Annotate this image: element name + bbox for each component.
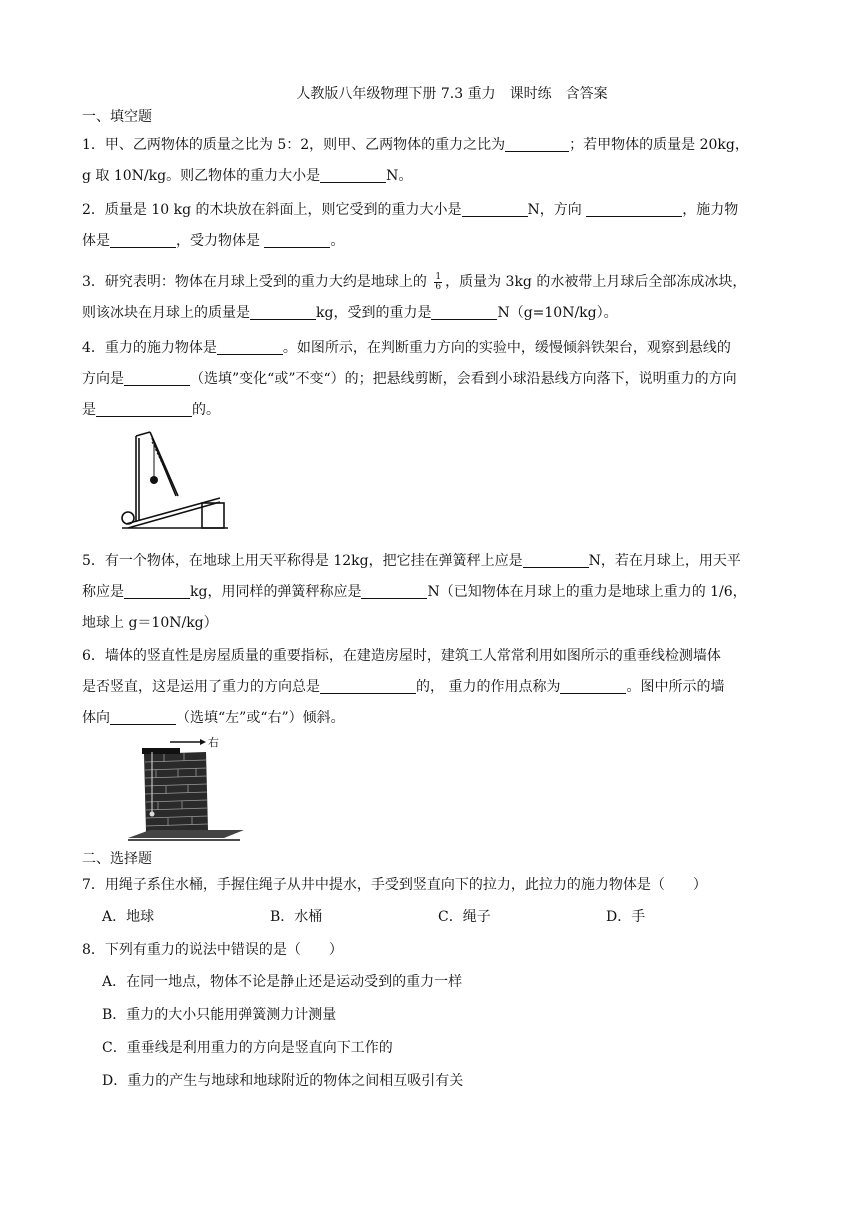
q5-text: 5．有一个物体，在地球上用天平称得是 12kg，把它挂在弹簧秤上应是 (82, 553, 523, 569)
q7-options (82, 901, 782, 933)
answer-blank[interactable] (124, 582, 190, 599)
answer-blank[interactable] (462, 200, 528, 217)
q3-text: N（g=10N/kg）。 (497, 305, 618, 321)
q2-text: 。 (330, 233, 345, 249)
answer-blank[interactable] (110, 708, 176, 725)
q1-text: N。 (386, 168, 413, 184)
question-1 (82, 130, 782, 192)
q6-text: 的， 重力的作用点称为 (416, 679, 561, 695)
q3-text: ，质量为 3kg 的水被带上月球后全部冻成冰块， (445, 274, 747, 290)
section-choice-heading: 二、选择题 (82, 851, 152, 867)
q1-text: 1．甲、乙两物体的质量之比为 5：2，则甲、乙两物体的重力之比为 (82, 137, 506, 153)
q4-text: （选填”变化“或”不变“）的；把悬线剪断，会看到小球沿悬线方向落下，说明重力的方向 (190, 371, 737, 387)
q7-option-c[interactable]: C．绳子 (438, 909, 491, 925)
q8-option-b[interactable]: B．重力的大小只能用弹簧测力计测量 (102, 1007, 337, 1023)
question-2 (82, 195, 782, 257)
answer-blank[interactable] (320, 166, 386, 183)
brick-wall-plumb-figure (124, 734, 244, 844)
question-8 (82, 935, 782, 966)
q8-option-c[interactable]: C．重垂线是利用重力的方向是竖直向下工作的 (102, 1040, 393, 1056)
answer-blank[interactable] (264, 231, 330, 248)
page-title: 人教版八年级物理下册 7.3 重力 课时练 含答案 (296, 86, 608, 102)
answer-blank[interactable] (586, 200, 682, 217)
q2-text: 2．质量是 10 kg 的木块放在斜面上，则它受到的重力大小是 (82, 202, 462, 218)
answer-blank[interactable] (361, 582, 427, 599)
q7-option-d[interactable]: D．手 (606, 909, 646, 925)
q5-text: 称应是 (82, 584, 124, 600)
answer-blank[interactable] (505, 135, 569, 152)
answer-blank[interactable] (217, 338, 283, 355)
q5-text: 地球上 g＝10N/kg） (82, 615, 218, 631)
answer-blank[interactable] (431, 303, 497, 320)
answer-blank[interactable] (124, 369, 190, 386)
question-3 (82, 267, 782, 329)
direction-label-right: 右 (208, 736, 219, 749)
answer-blank[interactable] (96, 400, 192, 417)
q6-text: （选填“左”或“右”）倾斜。 (176, 710, 345, 726)
q8-stem: 8．下列有重力的说法中错误的是（ ） (82, 942, 343, 958)
question-5 (82, 546, 782, 639)
q1-text: g 取 10N/kg。则乙物体的重力大小是 (82, 168, 321, 184)
q4-text: 是 (82, 402, 96, 418)
worksheet-page (82, 82, 782, 1098)
q4-text: 4．重力的施力物体是 (82, 340, 217, 356)
q3-text: kg，受到的重力是 (316, 305, 432, 321)
q5-text: N（已知物体在月球上的重力是地球上重力的 1/6， (427, 584, 747, 600)
question-4 (82, 333, 782, 426)
q6-text: 体向 (82, 710, 110, 726)
answer-blank[interactable] (250, 303, 316, 320)
q3-text: 3．研究表明：物体在月球上受到的重力大约是地球上的 (82, 274, 432, 290)
q4-text: 的。 (192, 402, 220, 418)
q4-text: 方向是 (82, 371, 124, 387)
q6-text: 6．墙体的竖直性是房屋质量的重要指标，在建造房屋时，建筑工人常常利用如图所示的重垂线检测墙体 (82, 648, 721, 664)
q3-text: 则该冰块在月球上的质量是 (82, 305, 250, 321)
q7-option-a[interactable]: A．地球 (102, 909, 155, 925)
section-fill-blank-heading: 一、填空题 (82, 109, 152, 125)
answer-blank[interactable] (320, 677, 416, 694)
q2-text: ，受力物体是 (176, 233, 265, 249)
question-7 (82, 870, 782, 901)
q6-text: 。图中所示的墙 (626, 679, 725, 695)
answer-blank[interactable] (560, 677, 626, 694)
q2-text: ，施力物 (682, 202, 739, 218)
q8-option-a[interactable]: A．在同一地点，物体不论是静止还是运动受到的重力一样 (102, 974, 463, 990)
q7-option-b[interactable]: B．水桶 (270, 909, 323, 925)
q2-text: N，方向 (527, 202, 587, 218)
q6-text: 是否竖直，这是运用了重力的方向总是 (82, 679, 320, 695)
q5-text: kg，用同样的弹簧秤称应是 (190, 584, 362, 600)
answer-blank[interactable] (523, 551, 589, 568)
tilted-stand-pendulum-figure (116, 428, 236, 532)
q2-text: 体是 (82, 233, 110, 249)
q1-text: ；若甲物体的质量是 20kg， (569, 137, 749, 153)
question-6 (82, 641, 782, 734)
q4-text: 。如图所示，在判断重力方向的实验中，缓慢倾斜铁架台，观察到悬线的 (282, 340, 731, 356)
fraction-one-sixth: $\frac{1}{6}$ (435, 271, 442, 292)
q7-stem: 7．用绳子系住水桶，手握住绳子从井中提水，手受到竖直向下的拉力，此拉力的施力物体是（ ） (82, 877, 707, 893)
q8-option-d[interactable]: D．重力的产生与地球和地球附近的物体之间相互吸引有关 (102, 1073, 464, 1089)
q5-text: N，若在月球上，用天平 (588, 553, 741, 569)
answer-blank[interactable] (110, 231, 176, 248)
